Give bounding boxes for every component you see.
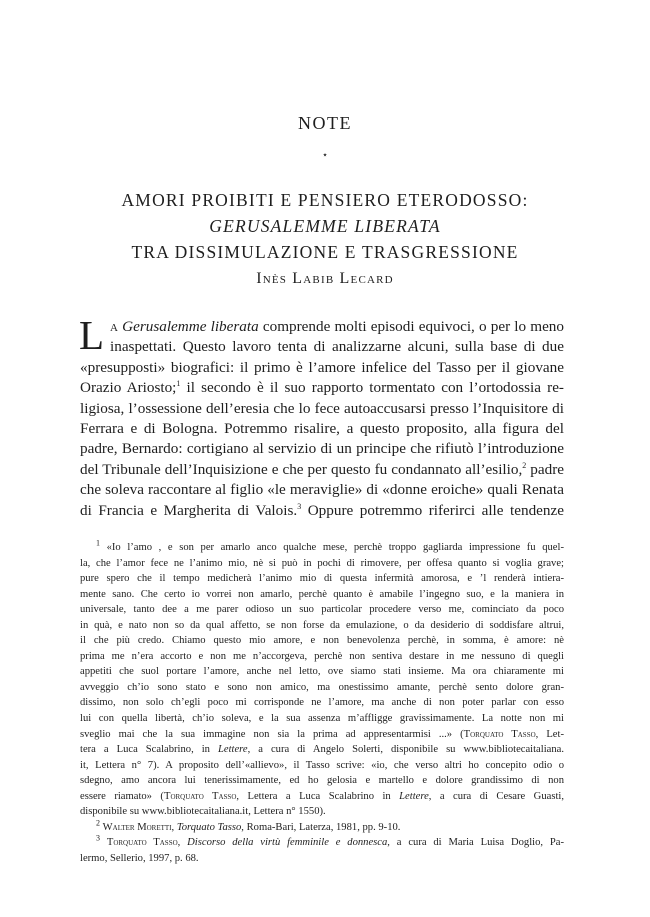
body-line: che soleva raccontare al figlio «le meraviglie» di «donne eroiche» quali Renata — [80, 481, 564, 499]
footnote-1-line: in quà, e nato non so da qual affetto, se non forse da emulazione, o da desiderio di soddisfare altrui, — [80, 619, 564, 631]
article-author: Inès Labib Lecard — [256, 270, 394, 287]
section-title: NOTE — [298, 113, 352, 133]
body-text — [79, 312, 565, 521]
footnote-1-line: prima me n’era accorto e non me n’accorgeva, perchè non sentiva destare in me nessuno di quegli — [80, 650, 564, 662]
footnote-1-line: il che più credo. Chiamo questo mio amore, e non benevolenza perchè, in somma, è amore: nè — [80, 635, 564, 647]
drop-cap: L — [79, 312, 105, 358]
article-title-line-2: GERUSALEMME LIBERATA — [209, 216, 441, 236]
footnote-1-line: la, che l’amor fece ne l’animo mio, nè si può in pochi di rimovere, per offesa quanto si voglia grave; — [80, 557, 564, 569]
footnote-3: $^3$ Torquato Tasso, Discorso della virtù femminile e donnesca, a cura di Maria Luisa Doglio, Pa- — [96, 833, 565, 849]
footnote-ref[interactable]: 3 — [297, 501, 302, 511]
footnote-1-line: $^1$ «Io l’amo , e son per amarlo anco qualche mese, perchè troppo gagliarda impressione fu quel- — [96, 538, 564, 553]
article-title-line-1: AMORI PROIBITI E PENSIERO ETERODOSSO: — [121, 190, 529, 210]
body-line: inaspettati. Questo lavoro tenta di analizzarne alcuni, sulla base di due — [110, 338, 564, 356]
footnotes — [80, 540, 564, 866]
footnote-1-line: it, Lettera n° 7). A proposito dell’«allievo», il Tasso scrive: «io, che verso altri ho concepito odio o — [80, 759, 564, 771]
body-line: Ferrara e di Bologna. Potremmo risalire, a questo proposito, alla figura del — [80, 420, 564, 438]
footnote-1-line: sdegno, amo ancora lui tenerissimamente, ed ho gelosia e martello e dolore grandissimo di non — [80, 775, 564, 787]
body-line: ligiosa, l’ossessione dell’eresia che lo fece autoaccusarsi presso l’Inquisitore di — [80, 399, 564, 417]
footnote-1-line: lui con quella libertà, ch’io soleva, e la sua assenza m’affligge gravissimamente. La notte non mi — [80, 713, 564, 725]
star-ornament-icon: ⋆ — [321, 150, 329, 161]
footnote-2: $^2$ Walter Moretti, Torquato Tasso, Roma-Bari, Laterza, 1981, pp. 9-10. — [96, 818, 401, 833]
footnote-3-line: lermo, Sellerio, 1997, p. 68. — [80, 852, 199, 864]
footnote-1-line: pure spero che il tempo medicherà l’animo mio di questa infermità amorosa, e ’l renderà intiera- — [80, 573, 564, 585]
footnote-marker: 1 — [96, 538, 100, 548]
footnote-1-line: avveggio ch’io sono stato e sono non amico, ma onestissimo amante, perchè sento dolore gran- — [80, 681, 564, 693]
footnote-1-line: disponibile su www.bibliotecaitaliana.it, Lettera n° 1550). — [80, 806, 326, 818]
body-line: di Francia e Margherita di Valois.$^3$ Oppure potremmo riferirci alle tendenze — [80, 501, 565, 519]
footnote-marker: 2 — [96, 818, 100, 828]
footnote-1-line: appetiti che suol portare l’amore, anche nel letto, ove siamo stati insieme. Ma ora chiaramente mi — [80, 666, 564, 678]
footnote-1-line: mente sano. Che certo io vorrei non amarlo, perchè quanto è amabile l’ingegno suo, e la maniera in — [80, 588, 564, 600]
body-line: del Tribunale dell’Inquisizione e che per questo fu condannato all’esilio,$^2$ padre — [80, 460, 564, 478]
footnote-1-line: essere riamato» (Torquato Tasso, Lettera a Luca Scalabrino in Lettere, a cura di Cesare Guasti, — [80, 790, 564, 802]
body-line: a Gerusalemme liberata comprende molti episodi equivoci, o per lo meno — [110, 318, 564, 335]
body-line: Orazio Ariosto;$^1$ il secondo è il suo rapporto tormentato con l’ortodossia re- — [80, 379, 564, 397]
body-line: «presupposti» biografici: il primo è l’amore infelice del Tasso per il giovane — [80, 358, 564, 376]
footnote-1-line: sveglio mai che la sua immagine non sia la prima ad appresentarmisi ...» (Torquato Tasso, Let- — [80, 728, 564, 740]
footnote-1-line: tera a Luca Scalabrino, in Lettere, a cura di Angelo Solerti, disponibile su www.bibliotecaitaliana. — [80, 744, 564, 756]
article-title-line-3: TRA DISSIMULAZIONE E TRASGRESSIONE — [131, 242, 519, 262]
footnote-ref[interactable]: 1 — [176, 379, 181, 389]
footnote-ref[interactable]: 2 — [522, 460, 527, 470]
body-line: padre, Bernardo: cortigiano al servizio di un principe che rifiutò l’introduzione — [80, 440, 564, 458]
article-title — [0, 187, 650, 265]
footnote-marker: 3 — [96, 833, 100, 843]
footnote-1-line: dissimo, non solo ch’egli poco mi corrisponde ne l’amore, ma anche di non poter parlar con esso — [80, 697, 564, 709]
book-title: Gerusalemme liberata — [122, 318, 259, 335]
footnote-1-line: universale, tanto dee a me parer odioso un suo particolar procedere verso me, cominciato da poco — [80, 604, 564, 616]
